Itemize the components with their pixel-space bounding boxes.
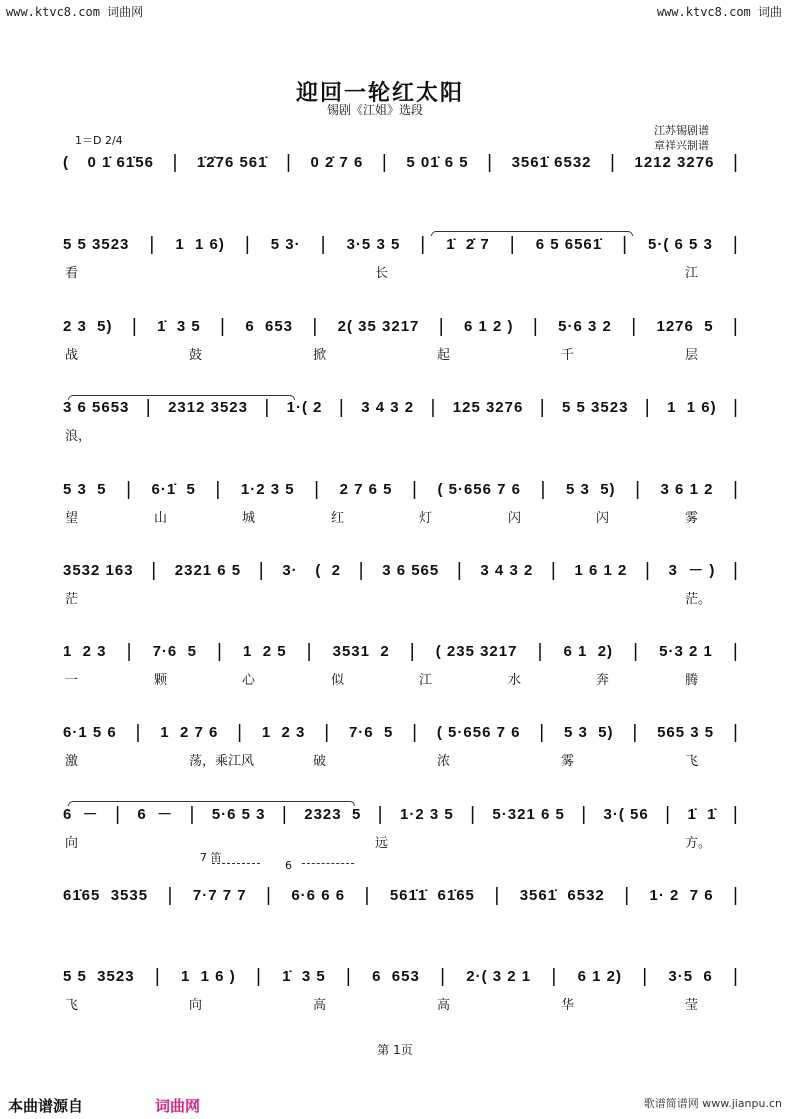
- note-group: 5·( 6 5 3: [648, 236, 713, 253]
- lyric-syllable: 高: [313, 998, 327, 1013]
- lyric-syllable: 千: [561, 348, 575, 363]
- barline: |: [324, 722, 331, 743]
- trill-line: [302, 863, 354, 866]
- lyric-syllable: 颗: [154, 673, 168, 688]
- lyric-syllable: 向: [65, 836, 79, 851]
- barline: |: [732, 641, 739, 662]
- note-group: 3·( 56: [603, 806, 649, 823]
- note-group: 2312 3523: [168, 399, 248, 416]
- barline: |: [189, 804, 196, 825]
- barline: |: [314, 479, 321, 500]
- note-group: 7·7 7 7: [192, 887, 247, 904]
- footer-source-label: 本曲谱源自: [8, 1097, 84, 1115]
- note-group: 5·6 3 2: [558, 318, 612, 335]
- footer-brand-logo[interactable]: 词曲网: [155, 1097, 201, 1115]
- lyric-syllable: 望: [65, 511, 79, 526]
- barline: |: [154, 966, 161, 987]
- lyric-syllable: 飞: [685, 754, 699, 769]
- staff-row-2: [63, 236, 739, 255]
- phrase-arc: [68, 395, 295, 400]
- lyric-syllable: 飞: [65, 998, 79, 1013]
- barline: |: [494, 885, 501, 906]
- note-group: ( 235 3217: [435, 643, 518, 660]
- barline: |: [456, 560, 463, 581]
- lyric-syllable: 江: [419, 673, 433, 688]
- lyrics-row-5: [65, 507, 725, 526]
- barline: |: [470, 804, 477, 825]
- barline: |: [440, 966, 447, 987]
- barline: |: [631, 316, 638, 337]
- note-group: 5 5 3523: [63, 236, 130, 253]
- barline: |: [320, 234, 327, 255]
- lyric-syllable: 荡，乘江风: [189, 754, 255, 769]
- barline: |: [131, 316, 138, 337]
- barline: |: [255, 966, 262, 987]
- barline: |: [732, 722, 739, 743]
- note-group: 5 3 5: [63, 481, 107, 498]
- lyric-syllable: 灯: [419, 511, 433, 526]
- barline: |: [281, 804, 288, 825]
- note-group: 3 4 3 2: [480, 562, 534, 579]
- lyric-syllable: 腾: [685, 673, 699, 688]
- barline: |: [135, 722, 142, 743]
- note-group: 1̇ 3 5: [282, 968, 326, 985]
- barline: |: [306, 641, 313, 662]
- watermark-right: www.ktvc8.com 词曲: [656, 5, 782, 19]
- barline: |: [286, 152, 292, 173]
- note-group: 1 6 1 2: [574, 562, 628, 579]
- note-group: 1·2 3 5: [240, 481, 295, 498]
- lyric-syllable: 心: [242, 673, 256, 688]
- lyric-syllable: 高: [437, 998, 451, 1013]
- barline: |: [633, 641, 640, 662]
- barline: |: [733, 885, 739, 906]
- note-group: 6 653: [245, 318, 294, 335]
- lyric-syllable: 激: [65, 754, 79, 769]
- barline: |: [644, 397, 651, 418]
- barline: |: [733, 397, 739, 418]
- note-group: 125 3276: [452, 399, 524, 416]
- note-group: 1̇ 3 5: [157, 318, 201, 335]
- barline: |: [732, 804, 739, 825]
- note-group: 5 3·: [270, 236, 301, 253]
- barline: |: [220, 316, 226, 337]
- barline: |: [665, 804, 672, 825]
- note-group: 5 01̇ 6 5: [406, 154, 469, 171]
- lyric-syllable: 起: [437, 348, 451, 363]
- staff-row-6: [63, 562, 739, 581]
- page-number: 第 1页: [377, 1043, 413, 1057]
- barline: |: [244, 234, 251, 255]
- lyric-syllable: 鼓: [189, 348, 203, 363]
- note-group: 3561̇ 6532: [511, 154, 592, 171]
- staff-row-9: [63, 806, 739, 825]
- lyric-syllable: 长: [375, 266, 389, 281]
- lyric-syllable: 一: [65, 673, 79, 688]
- note-group: 1276 5: [656, 318, 714, 335]
- note-group: 5·6 5 3: [211, 806, 266, 823]
- watermark-left: www.ktvc8.com 词曲网: [6, 5, 144, 19]
- lyric-syllable: 山: [154, 511, 168, 526]
- note-group: 5 5 3523: [63, 968, 135, 985]
- lyric-syllable: 层: [685, 348, 699, 363]
- barline: |: [217, 641, 223, 662]
- phrase-arc: [68, 801, 355, 806]
- barline: |: [581, 804, 588, 825]
- note-group: ( 5·656 7 6: [437, 481, 522, 498]
- barline: |: [237, 722, 244, 743]
- barline: |: [539, 397, 546, 418]
- lyrics-row-3: [65, 344, 725, 363]
- staff-row-4: [63, 399, 739, 418]
- grace-mark-flute: 7 笛: [200, 851, 222, 864]
- lyric-syllable: 奔: [596, 673, 610, 688]
- lyrics-row-11: [65, 994, 725, 1013]
- lyrics-row-7: [65, 669, 725, 688]
- barline: |: [145, 397, 152, 418]
- note-group: 1 1 6): [667, 399, 717, 416]
- barline: |: [430, 397, 437, 418]
- barline: |: [539, 722, 546, 743]
- note-group: 3532 163: [63, 562, 134, 579]
- barline: |: [532, 316, 539, 337]
- barline: |: [172, 152, 179, 173]
- note-group: 6 1 2): [563, 643, 614, 660]
- note-group: 1 1 6): [175, 236, 225, 253]
- barline: |: [377, 804, 384, 825]
- note-group: (: [63, 154, 69, 171]
- lyrics-row-4: [65, 425, 725, 444]
- barline: |: [364, 885, 371, 906]
- lyric-syllable: 浪，: [65, 429, 92, 444]
- barline: |: [610, 152, 616, 173]
- lyric-syllable: 雾: [561, 754, 575, 769]
- footer-site-link[interactable]: 歌谱简谱网 www.jianpu.cn: [643, 1097, 782, 1110]
- barline: |: [551, 966, 558, 987]
- lyric-syllable: 红: [331, 511, 345, 526]
- lyrics-row-6: [65, 588, 725, 607]
- barline: |: [149, 234, 156, 255]
- note-group: 6 －: [63, 806, 99, 823]
- barline: |: [642, 966, 649, 987]
- staff-row-3: [63, 318, 739, 337]
- note-group: 61̇65 3535: [63, 887, 149, 904]
- barline: |: [409, 641, 416, 662]
- barline: |: [412, 479, 418, 500]
- lyric-syllable: 城: [242, 511, 256, 526]
- note-group: 2321 6 5: [174, 562, 242, 579]
- note-group: 3561̇ 6532: [519, 887, 605, 904]
- note-group: 2 7 6 5: [339, 481, 393, 498]
- note-group: 3·: [282, 562, 298, 579]
- note-group: 3·5 6: [668, 968, 713, 985]
- barline: |: [420, 234, 427, 255]
- note-group: 5·3 2 1: [659, 643, 713, 660]
- note-group: 5 3 5): [566, 481, 616, 498]
- key-signature: 1＝D 2/4: [75, 134, 123, 147]
- note-group: 0 2̇ 7 6: [310, 154, 364, 171]
- barline: |: [487, 152, 494, 173]
- barline: |: [732, 966, 739, 987]
- note-group: 561̇1̇ 61̇65: [389, 887, 475, 904]
- credit-source: 江苏锡剧谱: [654, 124, 709, 137]
- note-group: 1· 2 7 6: [649, 887, 714, 904]
- barline: |: [126, 641, 133, 662]
- lyrics-row-9: [65, 832, 725, 851]
- barline: |: [258, 560, 265, 581]
- note-group: ( 5·656 7 6: [436, 724, 521, 741]
- barline: |: [151, 560, 158, 581]
- note-group: 565 3 5: [657, 724, 715, 741]
- lyric-syllable: 破: [313, 754, 327, 769]
- lyric-syllable: 似: [331, 673, 345, 688]
- note-group: 1 2 3: [261, 724, 306, 741]
- note-group: 1 2 5: [243, 643, 287, 660]
- note-group: 0 1̇ 61̇56: [87, 154, 154, 171]
- barline: |: [732, 234, 739, 255]
- barline: |: [624, 885, 631, 906]
- note-group: 2323 5: [304, 806, 362, 823]
- lyric-syllable: 战: [65, 348, 79, 363]
- barline: |: [732, 316, 739, 337]
- note-group: 2 3 5): [63, 318, 113, 335]
- lyric-syllable: 茫。: [685, 592, 712, 607]
- grace-mark: 6: [285, 859, 292, 872]
- barline: |: [537, 641, 544, 662]
- song-subtitle: 锡剧《江姐》选段: [326, 103, 423, 117]
- barline: |: [358, 560, 365, 581]
- barline: |: [733, 560, 739, 581]
- note-group: 1·2 3 5: [400, 806, 454, 823]
- barline: |: [265, 885, 272, 906]
- note-group: 5 3 5): [564, 724, 614, 741]
- barline: |: [338, 397, 345, 418]
- barline: |: [215, 479, 222, 500]
- barline: |: [115, 804, 122, 825]
- lyric-syllable: 闪: [508, 511, 522, 526]
- note-group: 1 1 6 ): [181, 968, 236, 985]
- barline: |: [732, 479, 739, 500]
- barline: |: [264, 397, 271, 418]
- note-group: 1̇ 1̇: [687, 806, 717, 823]
- note-group: 2( 35 3217: [337, 318, 420, 335]
- barline: |: [381, 152, 388, 173]
- barline: |: [540, 479, 547, 500]
- barline: |: [509, 234, 516, 255]
- note-group: 3·5 3 5: [346, 236, 401, 253]
- barline: |: [622, 234, 629, 255]
- lyric-syllable: 浓: [437, 754, 451, 769]
- note-group: 1 2 3: [63, 643, 107, 660]
- lyric-syllable: 向: [189, 998, 203, 1013]
- note-group: 6 －: [137, 806, 174, 823]
- note-group: 3 6 5653: [63, 399, 130, 416]
- barline: |: [632, 722, 639, 743]
- staff-row-8: [63, 724, 739, 743]
- trill-line: [212, 863, 260, 866]
- barline: |: [644, 560, 651, 581]
- note-group: 6 1 2): [577, 968, 622, 985]
- note-group: 7·6 5: [348, 724, 394, 741]
- barline: |: [167, 885, 174, 906]
- phrase-arc: [431, 231, 633, 236]
- note-group: 6 653: [372, 968, 420, 985]
- lyrics-row-8: [65, 750, 725, 769]
- credit-arranger: 章祥兴制谱: [654, 139, 709, 152]
- note-group: 5 5 3523: [562, 399, 629, 416]
- lyric-syllable: 茫: [65, 592, 79, 607]
- note-group: 6 5 6561̇: [535, 236, 603, 253]
- note-group: 6·6 6 6: [291, 887, 346, 904]
- lyric-syllable: 远: [375, 836, 389, 851]
- song-title: 迎回一轮红太阳: [295, 80, 464, 106]
- barline: |: [438, 316, 445, 337]
- lyric-syllable: 雾: [685, 511, 699, 526]
- lyrics-row-2: [65, 262, 725, 281]
- barline: |: [412, 722, 419, 743]
- note-group: 1̇2̇76 561̇: [196, 154, 268, 171]
- lyric-syllable: 水: [508, 673, 522, 688]
- staff-row-1: [63, 154, 739, 173]
- note-group: 6 1 2 ): [464, 318, 514, 335]
- note-group: 3 4 3 2: [361, 399, 415, 416]
- lyric-syllable: 方。: [685, 836, 712, 851]
- note-group: 3 6 565: [382, 562, 440, 579]
- lyric-syllable: 掀: [313, 348, 327, 363]
- barline: |: [732, 152, 739, 173]
- note-group: 6·1 5 6: [63, 724, 117, 741]
- note-group: 1·( 2: [286, 399, 323, 416]
- barline: |: [312, 316, 319, 337]
- staff-row-5: [63, 481, 739, 500]
- lyric-syllable: 莹: [685, 998, 699, 1013]
- note-group: 2·( 3 2 1: [466, 968, 532, 985]
- note-group: 1212 3276: [634, 154, 715, 171]
- staff-row-10: [63, 887, 739, 906]
- note-group: 3 － ): [668, 562, 716, 579]
- barline: |: [550, 560, 557, 581]
- staff-row-7: [63, 643, 739, 662]
- barline: |: [126, 479, 132, 500]
- grace-marks: [190, 849, 370, 883]
- barline: |: [345, 966, 352, 987]
- note-group: 7·6 5: [152, 643, 197, 660]
- lyric-syllable: 华: [561, 998, 575, 1013]
- lyric-syllable: 闪: [596, 511, 610, 526]
- lyric-syllable: 江: [685, 266, 699, 281]
- note-group: 1 2 7 6: [160, 724, 219, 741]
- note-group: 3531 2: [332, 643, 390, 660]
- note-group: 5·321 6 5: [492, 806, 565, 823]
- note-group: ( 2: [315, 562, 341, 579]
- note-group: 3 6 1 2: [660, 481, 714, 498]
- staff-row-11: [63, 968, 739, 987]
- lyric-syllable: 看: [65, 266, 79, 281]
- note-group: 1̇ 2̇ 7: [446, 236, 490, 253]
- note-group: 6·1̇ 5: [151, 481, 196, 498]
- barline: |: [635, 479, 642, 500]
